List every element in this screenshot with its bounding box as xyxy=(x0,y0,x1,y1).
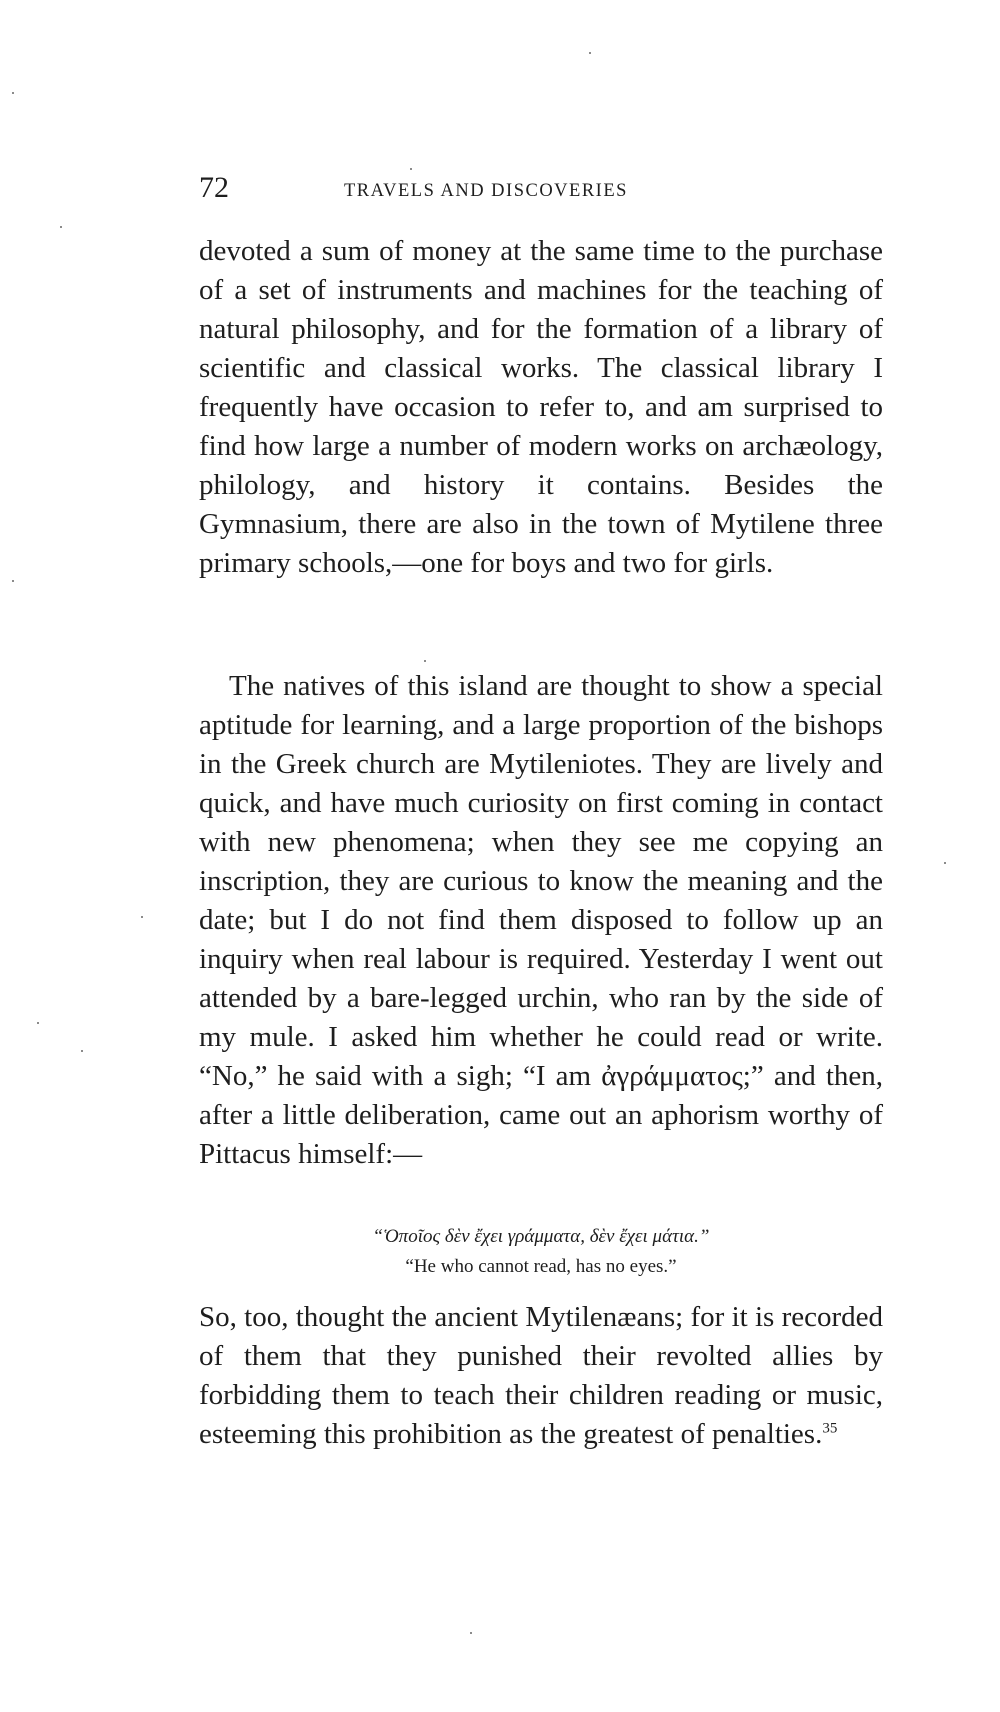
scan-speck xyxy=(944,862,946,864)
scan-speck xyxy=(12,92,14,94)
block-quote xyxy=(199,1223,883,1281)
scan-speck xyxy=(12,580,14,582)
scan-speck xyxy=(424,660,426,662)
running-title: TRAVELS AND DISCOVERIES xyxy=(344,181,628,201)
quote-greek: “Ὁποῖος δὲν ἔχει γράμματα, δὲν ἔχει μάτια.” xyxy=(372,1226,710,1247)
paragraph-1-text: devoted a sum of money at the same time to the purchase of a set of instruments and machines for the teaching of natural philosophy, and for the formation of a library of scientific and classical works. The classical library I frequently have occasion to refer to, and am surprised to find how large a number of modern works on archæology, philology, and history it contains. Besides the Gymnasium, there are also in the town of Mytilene three primary schools,—one for boys and two for girls. xyxy=(199,235,883,579)
scan-speck xyxy=(141,916,143,918)
paragraph-3-text: So, too, thought the ancient Mytilenæans; for it is recorded of them that they punished their revolted allies by forbidding them to teach their children reading or music, esteeming this prohibition as the greatest of penalties. xyxy=(199,1301,883,1450)
quote-translation: “He who cannot read, has no eyes.” xyxy=(405,1256,677,1277)
scan-speck xyxy=(37,1022,39,1024)
footnote-reference: 35 xyxy=(822,1420,838,1437)
scan-speck xyxy=(589,52,591,54)
paragraph-3-wrapper xyxy=(199,1298,883,1454)
paragraph-2-text: The natives of this island are thought to show a special aptitude for learning, and a large proportion of the bishops in the Greek church are Mytileniotes. They are lively and quick, and have much curiosity on first coming in contact with new phenomena; when they see me copying an inscription, they are curious to know the meaning and the date; but I do not find them disposed to follow up an inquiry when real labour is required. Yesterday I went out attended by a bare-legged urchin, who ran by the side of my mule. I asked him whether he could read or write. “No,” he said with a sigh; “I am ἀγράμματος;” and then, after a little deliberation, came out an aphorism worthy of Pittacus himself:— xyxy=(199,670,883,1170)
paragraph-1 xyxy=(199,232,883,583)
scan-speck xyxy=(81,1050,83,1052)
scan-speck xyxy=(470,1632,472,1634)
page-number: 72 xyxy=(199,171,229,204)
paragraph-2 xyxy=(199,667,883,1174)
scan-speck xyxy=(410,168,412,170)
paragraph-3 xyxy=(199,1298,883,1454)
page-header xyxy=(199,170,883,214)
scan-speck xyxy=(60,226,62,228)
